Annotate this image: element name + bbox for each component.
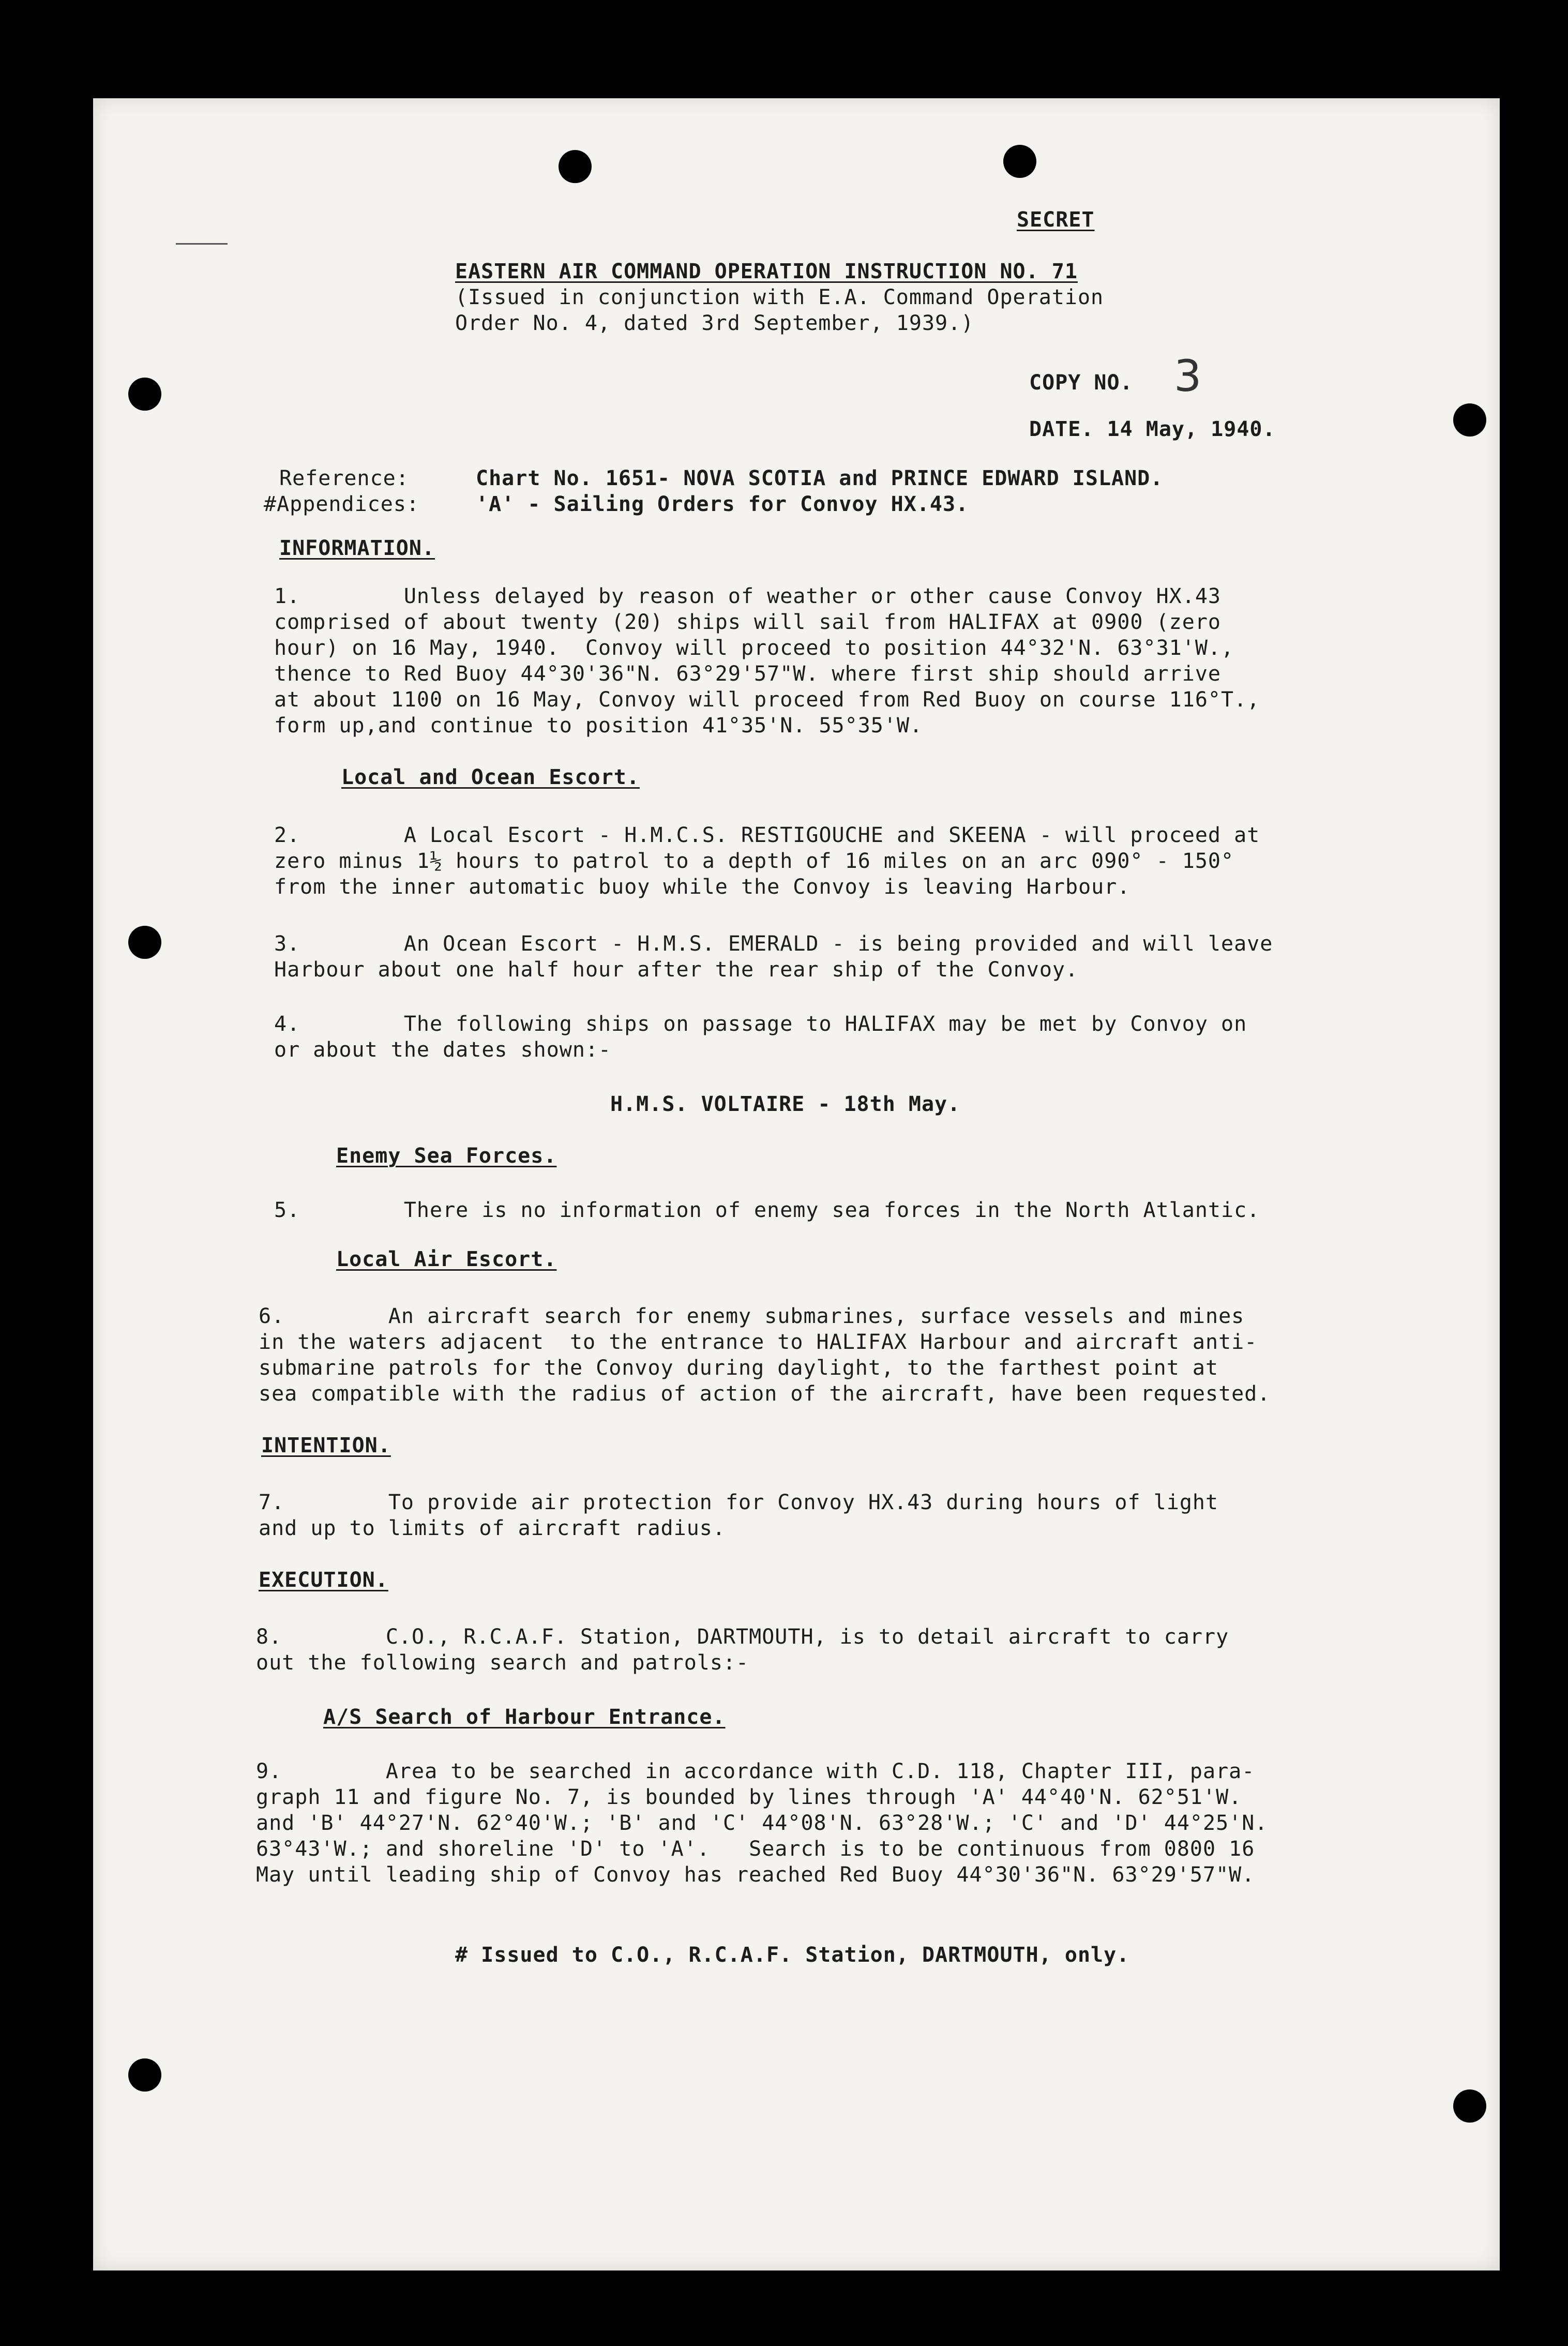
para-1-line-2: comprised of about twenty (20) ships will sail from HALIFAX at 0900 (zero bbox=[274, 610, 1221, 634]
punch-hole-top-left bbox=[559, 150, 592, 183]
para-6-line-2: in the waters adjacent to the entrance to HALIFAX Harbour and aircraft anti- bbox=[259, 1330, 1258, 1354]
punch-hole-right-2 bbox=[1453, 2089, 1486, 2123]
para-4-ship: H.M.S. VOLTAIRE - 18th May. bbox=[610, 1092, 961, 1116]
punch-hole-left-2 bbox=[128, 926, 161, 959]
para-6-line-3: submarine patrols for the Convoy during daylight, to the farthest point at bbox=[259, 1356, 1219, 1380]
para-6-line-1: 6. An aircraft search for enemy submarines, surface vessels and mines bbox=[259, 1304, 1245, 1328]
heading-as-search: A/S Search of Harbour Entrance. bbox=[323, 1705, 726, 1729]
para-2-line-1: 2. A Local Escort - H.M.C.S. RESTIGOUCHE and SKEENA - will proceed at bbox=[274, 823, 1260, 847]
para-9-line-1: 9. Area to be searched in accordance with C.D. 118, Chapter III, para- bbox=[256, 1760, 1255, 1783]
appendices-label: #Appendices: bbox=[264, 492, 419, 516]
heading-enemy-sea-forces: Enemy Sea Forces. bbox=[336, 1144, 557, 1168]
heading-information: INFORMATION. bbox=[279, 536, 435, 560]
para-2-line-2: zero minus 1½ hours to patrol to a depth of 16 miles on an arc 090° - 150° bbox=[274, 849, 1234, 873]
copy-label: COPY NO. bbox=[1029, 371, 1133, 395]
para-8-line-1: 8. C.O., R.C.A.F. Station, DARTMOUTH, is to detail aircraft to carry bbox=[256, 1625, 1229, 1649]
para-9-line-4: 63°43'W.; and shoreline 'D' to 'A'. Search is to be continuous from 0800 16 bbox=[256, 1837, 1255, 1861]
copy-number: 3 bbox=[1174, 351, 1202, 401]
para-9-line-5: May until leading ship of Convoy has reached Red Buoy 44°30'36"N. 63°29'57"W. bbox=[256, 1863, 1255, 1887]
document-date: DATE. 14 May, 1940. bbox=[1029, 417, 1276, 441]
heading-local-air-escort: Local Air Escort. bbox=[336, 1247, 557, 1271]
document-title: EASTERN AIR COMMAND OPERATION INSTRUCTION NO. 71 bbox=[455, 260, 1078, 283]
para-1-line-6: form up,and continue to position 41°35'N. 55°35'W. bbox=[274, 714, 923, 738]
heading-intention: INTENTION. bbox=[261, 1434, 391, 1457]
punch-hole-right-1 bbox=[1453, 403, 1486, 437]
para-9-line-2: graph 11 and figure No. 7, is bounded by lines through 'A' 44°40'N. 62°51'W. bbox=[256, 1785, 1242, 1809]
para-6-line-4: sea compatible with the radius of action of the aircraft, have been requested. bbox=[259, 1382, 1271, 1406]
appendices-value: 'A' - Sailing Orders for Convoy HX.43. bbox=[476, 492, 969, 516]
classification-label: SECRET bbox=[1017, 208, 1095, 232]
issued-line-2: Order No. 4, dated 3rd September, 1939.) bbox=[455, 311, 974, 335]
stray-mark bbox=[176, 243, 228, 245]
issued-line-1: (Issued in conjunction with E.A. Command Operation bbox=[455, 285, 1104, 309]
reference-value: Chart No. 1651- NOVA SCOTIA and PRINCE EDWARD ISLAND. bbox=[476, 467, 1164, 490]
para-8-line-2: out the following search and patrols:- bbox=[256, 1651, 749, 1675]
para-1-line-1: 1. Unless delayed by reason of weather or other cause Convoy HX.43 bbox=[274, 584, 1221, 608]
para-1-line-5: at about 1100 on 16 May, Convoy will proceed from Red Buoy on course 116°T., bbox=[274, 688, 1260, 712]
para-7-line-1: 7. To provide air protection for Convoy HX.43 during hours of light bbox=[259, 1491, 1219, 1514]
heading-local-ocean-escort: Local and Ocean Escort. bbox=[341, 765, 640, 789]
para-3-line-1: 3. An Ocean Escort - H.M.S. EMERALD - is being provided and will leave bbox=[274, 932, 1273, 956]
para-7-line-2: and up to limits of aircraft radius. bbox=[259, 1516, 726, 1540]
para-1-line-4: thence to Red Buoy 44°30'36"N. 63°29'57"W. where first ship should arrive bbox=[274, 662, 1221, 686]
footnote: # Issued to C.O., R.C.A.F. Station, DARTMOUTH, only. bbox=[455, 1943, 1130, 1967]
para-4-line-1: 4. The following ships on passage to HALIFAX may be met by Convoy on bbox=[274, 1012, 1247, 1036]
punch-hole-left-1 bbox=[128, 378, 161, 411]
para-3-line-2: Harbour about one half hour after the rear ship of the Convoy. bbox=[274, 958, 1079, 982]
punch-hole-top-right bbox=[1003, 145, 1036, 178]
para-2-line-3: from the inner automatic buoy while the Convoy is leaving Harbour. bbox=[274, 875, 1130, 899]
para-5-line-1: 5. There is no information of enemy sea forces in the North Atlantic. bbox=[274, 1198, 1260, 1222]
punch-hole-left-3 bbox=[128, 2058, 161, 2092]
para-1-line-3: hour) on 16 May, 1940. Convoy will proceed to position 44°32'N. 63°31'W., bbox=[274, 636, 1234, 660]
para-4-line-2: or about the dates shown:- bbox=[274, 1038, 612, 1062]
para-9-line-3: and 'B' 44°27'N. 62°40'W.; 'B' and 'C' 44°08'N. 63°28'W.; 'C' and 'D' 44°25'N. bbox=[256, 1811, 1268, 1835]
reference-label: Reference: bbox=[279, 467, 409, 490]
heading-execution: EXECUTION. bbox=[259, 1568, 388, 1592]
